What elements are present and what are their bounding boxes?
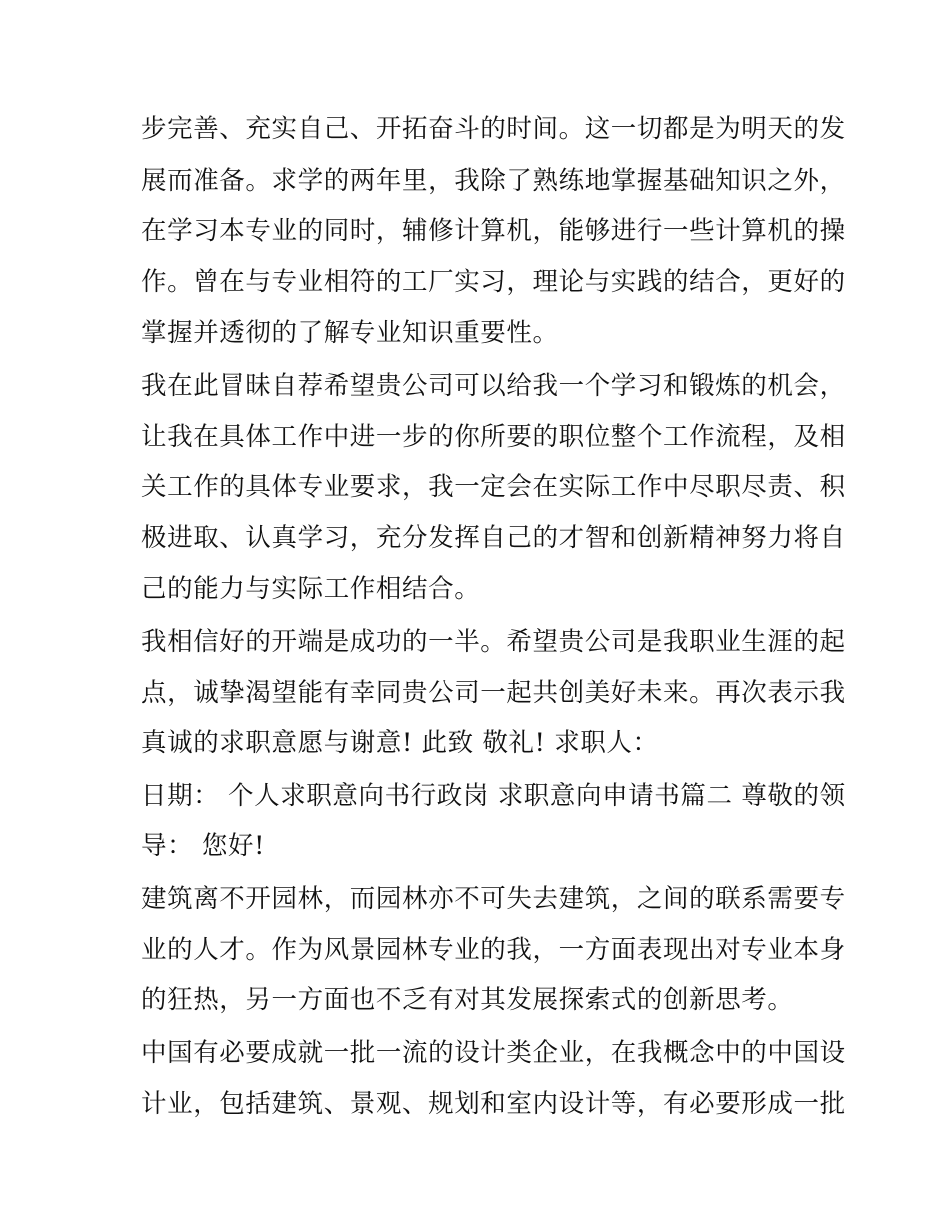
text-line: 在学习本专业的同时，辅修计算机，能够进行一些计算机的操	[141, 216, 846, 246]
text-line: 日期： 个人求职意向书行政岗 求职意向申请书篇二 尊敬的领	[141, 781, 846, 811]
text-line: 关工作的具体专业要求，我一定会在实际工作中尽职尽责、积	[141, 472, 846, 502]
text-line: 作。曾在与专业相符的工厂实习，理论与实践的结合，更好的	[141, 267, 846, 297]
text-line: 步完善、充实自己、开拓奋斗的时间。这一切都是为明天的发	[141, 114, 846, 144]
text-line: 极进取、认真学习，充分发挥自己的才智和创新精神努力将自	[141, 523, 846, 553]
text-line: 我相信好的开端是成功的一半。希望贵公司是我职业生涯的起	[141, 627, 846, 657]
text-line: 真诚的求职意愿与谢意! 此致 敬礼! 求职人：	[141, 728, 659, 758]
text-line: 业的人才。作为风景园林专业的我，一方面表现出对专业本身	[141, 935, 846, 965]
text-line: 建筑离不开园林，而园林亦不可失去建筑，之间的联系需要专	[141, 884, 846, 914]
text-line: 点，诚挚渴望能有幸同贵公司一起共创美好未来。再次表示我	[141, 678, 846, 708]
text-line: 掌握并透彻的了解专业知识重要性。	[141, 318, 559, 348]
text-line: 我在此冒昧自荐希望贵公司可以给我一个学习和锻炼的机会，	[141, 371, 846, 401]
text-line: 计业，包括建筑、景观、规划和室内设计等，有必要形成一批	[141, 1089, 846, 1119]
text-line: 展而准备。求学的两年里，我除了熟练地掌握基础知识之外，	[141, 166, 846, 196]
text-line: 导： 您好!	[141, 831, 265, 861]
text-line: 中国有必要成就一批一流的设计类企业，在我概念中的中国设	[141, 1038, 846, 1068]
text-line: 己的能力与实际工作相结合。	[141, 574, 481, 604]
text-line: 让我在具体工作中进一步的你所要的职位整个工作流程，及相	[141, 422, 846, 452]
text-line: 的狂热，另一方面也不乏有对其发展探索式的创新思考。	[141, 985, 794, 1015]
